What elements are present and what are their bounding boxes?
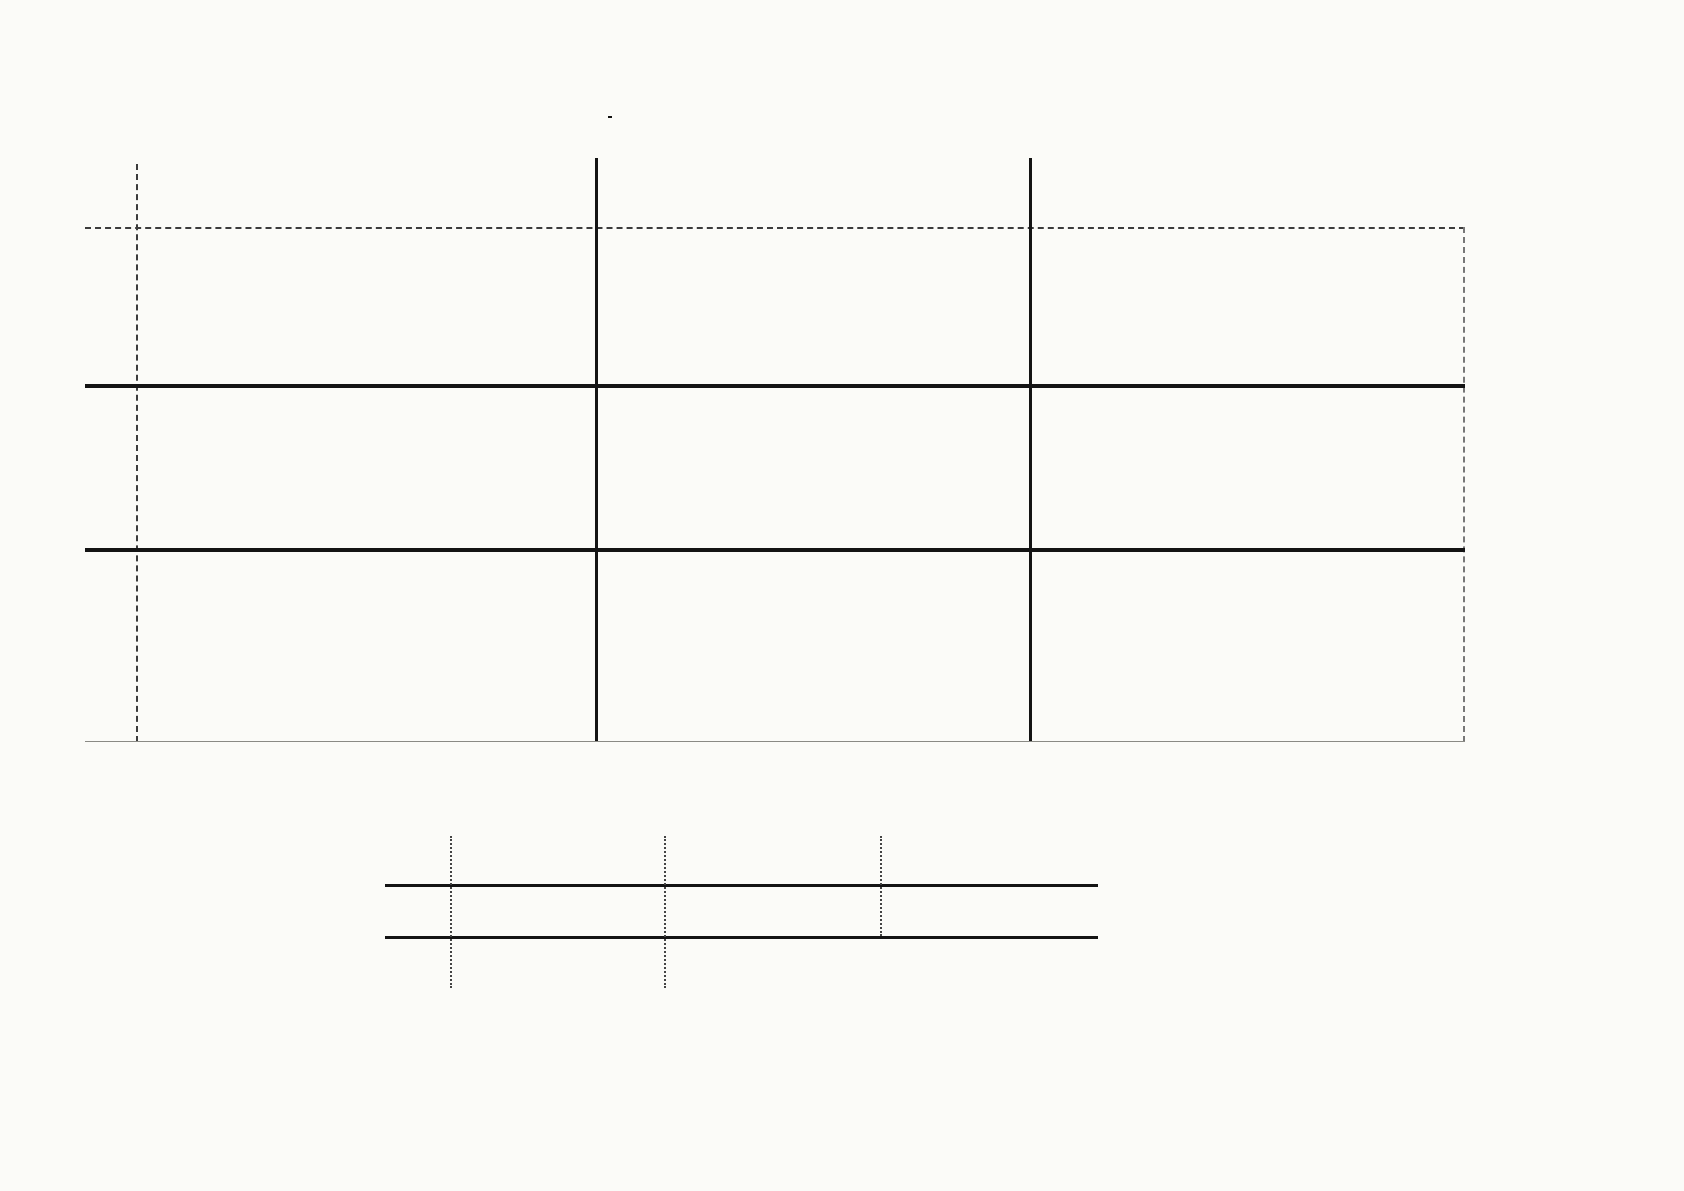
document-header bbox=[608, 88, 612, 118]
rhythm-label-separator bbox=[450, 836, 452, 988]
grid-dashed-left-rule bbox=[136, 164, 138, 742]
header-ornate-suffix bbox=[608, 91, 612, 118]
grid-heavy-divider-row2-3 bbox=[85, 548, 1465, 552]
rhythm-divider-2 bbox=[385, 936, 1098, 939]
grid-heavy-divider-colB-C bbox=[1029, 158, 1032, 742]
grid-heavy-divider-colA-B bbox=[595, 158, 598, 742]
grid-dashed-top-rule bbox=[85, 227, 1465, 229]
rhythm-col-separator-2 bbox=[880, 836, 882, 936]
rhythm-col-separator-1 bbox=[664, 836, 666, 988]
rhythm-divider-1 bbox=[385, 884, 1098, 887]
grid-heavy-divider-row1-2 bbox=[85, 384, 1465, 388]
grid-bottom-rule bbox=[85, 741, 1465, 742]
grid-dashed-right-rule bbox=[1463, 227, 1465, 742]
